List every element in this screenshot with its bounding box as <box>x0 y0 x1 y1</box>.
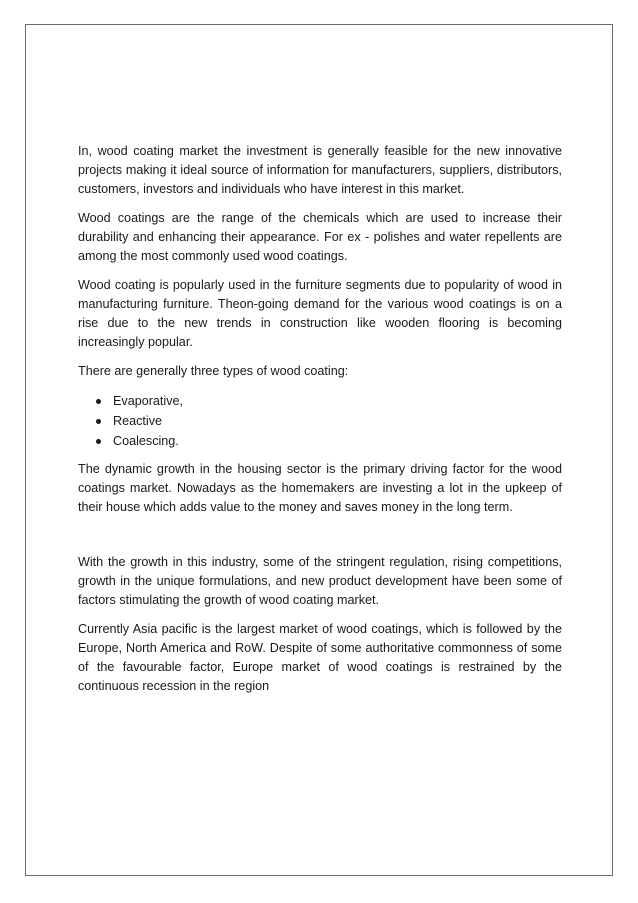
paragraph-regional-market: Currently Asia pacific is the largest market of wood coatings, which is followed by the Europe, North America and RoW. Despite of some authoritative commonness of some of the favourable factor, Europe market of wood coatings is restrained by the continuous recession in the region <box>78 622 562 693</box>
list-item-label: Evaporative, <box>113 394 184 408</box>
bullet-icon <box>96 439 101 444</box>
list-item <box>78 431 562 451</box>
bullet-icon <box>96 399 101 404</box>
list-item-label: Reactive <box>113 414 162 428</box>
list-item <box>78 391 562 411</box>
paragraph-types-intro: There are generally three types of wood coating: <box>78 364 349 378</box>
bullet-icon <box>96 419 101 424</box>
document-body <box>78 142 562 706</box>
paragraph-investment: In, wood coating market the investment is generally feasible for the new innovative projects making it ideal source of information for manufacturers, suppliers, distributors, customers, investors and individuals who have interest in this market. <box>78 144 562 196</box>
paragraph-furniture: Wood coating is popularly used in the furniture segments due to popularity of wood in manufacturing furniture. Theon-going demand for the various wood coatings is on a rise due to the new trends in construction like wooden flooring is becoming increasingly popular. <box>78 278 562 349</box>
coating-types-list <box>78 391 562 451</box>
document-page <box>25 24 613 876</box>
paragraph-definition: Wood coatings are the range of the chemicals which are used to increase their durability and enhancing their appearance. For ex - polishes and water repellents are among the most commonly used wood coatings. <box>78 211 562 263</box>
paragraph-housing-growth: The dynamic growth in the housing sector is the primary driving factor for the wood coatings market. Nowadays as the homemakers are investing a lot in the upkeep of their house which adds value to the money and saves money in the long term. <box>78 462 562 514</box>
list-item <box>78 411 562 431</box>
paragraph-industry-growth: With the growth in this industry, some of the stringent regulation, rising competitions, growth in the unique formulations, and new product development have been some of factors stimulating the growth of wood coating market. <box>78 555 562 607</box>
list-item-label: Coalescing. <box>113 434 179 448</box>
